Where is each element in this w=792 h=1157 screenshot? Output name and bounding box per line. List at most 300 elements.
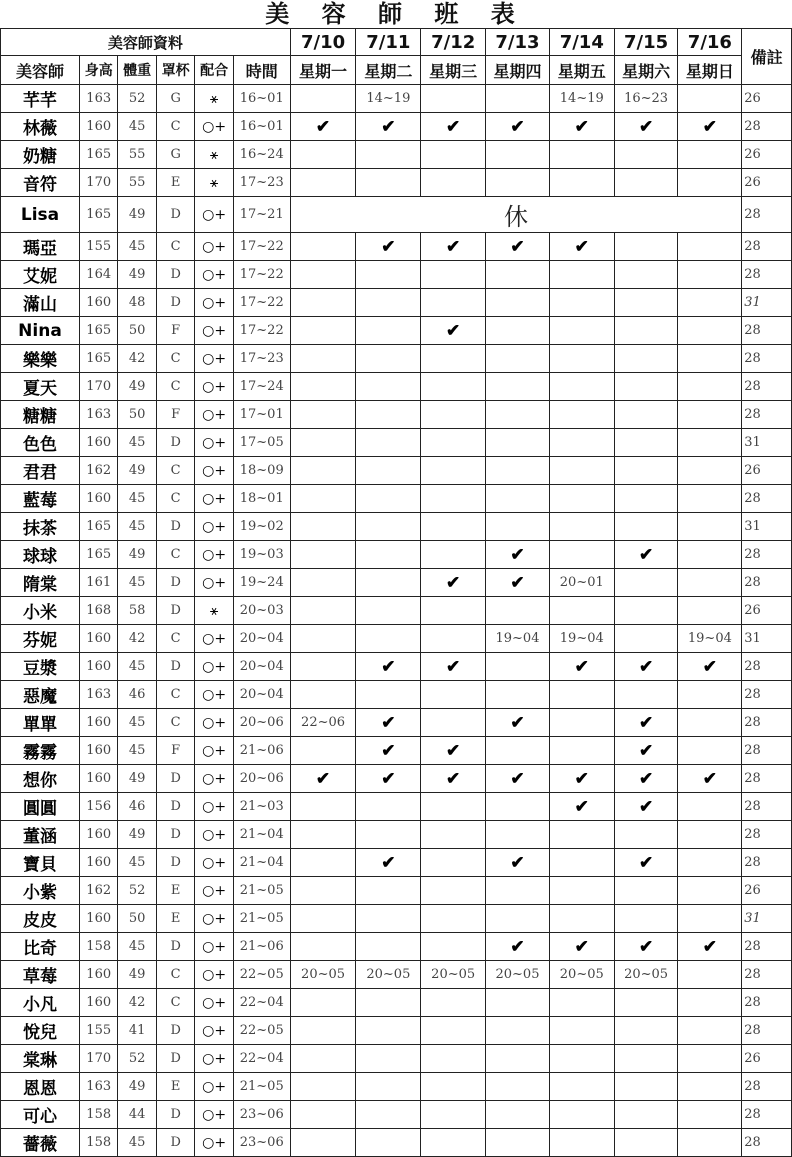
time-cell: 22~04	[233, 989, 290, 1017]
shift-cell	[290, 289, 356, 317]
height-cell: 168	[79, 597, 117, 625]
check-icon: ✔	[574, 236, 589, 257]
time-cell: 18~01	[233, 485, 290, 513]
beautician-name: 小紫	[1, 877, 80, 905]
check-icon: ✔	[638, 740, 654, 761]
cup-cell: D	[156, 289, 194, 317]
weight-cell: 45	[118, 429, 156, 457]
column-header: 身高	[79, 56, 117, 85]
shift-cell	[356, 1073, 421, 1101]
weight-cell: 49	[118, 457, 156, 485]
weight-cell: 52	[118, 85, 156, 113]
shift-check	[486, 849, 550, 877]
weekday-header: 星期六	[614, 56, 678, 85]
weight-cell: 42	[118, 989, 156, 1017]
weight-cell: 45	[118, 933, 156, 961]
table-row	[1, 485, 792, 513]
weight-cell: 42	[118, 345, 156, 373]
shift-cell	[290, 317, 356, 345]
shift-cell	[356, 905, 421, 933]
column-header: 罩杯	[156, 56, 194, 85]
table-row	[1, 709, 792, 737]
height-cell: 163	[79, 681, 117, 709]
check-icon: ✔	[638, 768, 654, 789]
time-cell: 16~24	[233, 141, 290, 169]
check-icon: ✔	[510, 544, 525, 565]
weight-cell: 42	[118, 625, 156, 653]
table-row	[1, 821, 792, 849]
time-cell: 21~03	[233, 793, 290, 821]
height-cell: 165	[79, 197, 117, 233]
check-icon: ✔	[574, 936, 589, 957]
shift-cell	[421, 821, 486, 849]
table-row	[1, 233, 792, 261]
table-row	[1, 1045, 792, 1073]
cup-cell: F	[156, 317, 194, 345]
shift-cell	[486, 513, 550, 541]
check-icon: ✔	[702, 768, 717, 789]
time-cell: 17~22	[233, 317, 290, 345]
height-cell: 160	[79, 737, 117, 765]
shift-cell	[678, 793, 742, 821]
remark-cell: 28	[742, 737, 792, 765]
weight-cell: 49	[118, 821, 156, 849]
shift-cell	[290, 625, 356, 653]
cooperation-cell: ○+	[195, 961, 233, 989]
cup-cell: D	[156, 569, 194, 597]
shift-check	[486, 709, 550, 737]
shift-cell	[486, 457, 550, 485]
shift-check	[678, 113, 742, 141]
cooperation-cell: ○+	[195, 233, 233, 261]
height-cell: 161	[79, 569, 117, 597]
shift-cell	[678, 141, 742, 169]
height-cell: 160	[79, 429, 117, 457]
table-row	[1, 989, 792, 1017]
check-icon: ✔	[510, 768, 525, 789]
beautician-name: 林薇	[1, 113, 80, 141]
height-cell: 158	[79, 933, 117, 961]
cup-cell: D	[156, 821, 194, 849]
weight-cell: 45	[118, 233, 156, 261]
beautician-name: 棠琳	[1, 1045, 80, 1073]
weight-cell: 41	[118, 1017, 156, 1045]
cooperation-cell: ○+	[195, 625, 233, 653]
cooperation-cell: ○+	[195, 429, 233, 457]
date-header: 7/15	[614, 29, 678, 56]
shift-cell	[614, 905, 678, 933]
weight-cell: 50	[118, 317, 156, 345]
shift-cell	[421, 261, 486, 289]
time-cell: 23~06	[233, 1101, 290, 1129]
table-row	[1, 429, 792, 457]
check-icon: ✔	[446, 572, 461, 593]
shift-cell	[486, 1045, 550, 1073]
beautician-name: 奶糖	[1, 141, 80, 169]
cup-cell: D	[156, 653, 194, 681]
height-cell: 160	[79, 905, 117, 933]
remark-cell: 28	[742, 401, 792, 429]
shift-cell	[290, 513, 356, 541]
weight-cell: 45	[118, 709, 156, 737]
shift-cell	[678, 849, 742, 877]
shift-cell	[356, 569, 421, 597]
weekday-header: 星期五	[549, 56, 614, 85]
weight-cell: 55	[118, 169, 156, 197]
cooperation-cell: ○+	[195, 905, 233, 933]
cup-cell: D	[156, 513, 194, 541]
shift-cell	[614, 569, 678, 597]
check-icon: ✔	[381, 740, 396, 761]
shift-check	[614, 933, 678, 961]
beautician-name: 想你	[1, 765, 80, 793]
remark-cell: 28	[742, 197, 792, 233]
cup-cell: C	[156, 485, 194, 513]
cooperation-cell: ○+	[195, 821, 233, 849]
shift-cell	[290, 429, 356, 457]
shift-cell	[549, 345, 614, 373]
column-header: 時間	[233, 56, 290, 85]
shift-cell	[486, 141, 550, 169]
shift-cell	[356, 169, 421, 197]
weight-cell: 49	[118, 961, 156, 989]
shift-check	[614, 737, 678, 765]
shift-cell	[678, 1017, 742, 1045]
shift-cell	[356, 457, 421, 485]
shift-check	[421, 317, 486, 345]
shift-check	[421, 765, 486, 793]
shift-cell	[421, 401, 486, 429]
shift-cell	[678, 169, 742, 197]
column-header: 體重	[118, 56, 156, 85]
shift-cell	[614, 401, 678, 429]
remark-cell: 28	[742, 373, 792, 401]
shift-cell	[486, 261, 550, 289]
cooperation-cell: ○+	[195, 1129, 233, 1157]
check-icon: ✔	[702, 656, 717, 677]
cooperation-cell: ⚹	[195, 597, 233, 625]
time-cell: 20~06	[233, 765, 290, 793]
shift-cell	[290, 541, 356, 569]
time-cell: 17~23	[233, 345, 290, 373]
remark-cell: 26	[742, 85, 792, 113]
shift-check	[356, 737, 421, 765]
shift-cell	[421, 141, 486, 169]
height-cell: 160	[79, 625, 117, 653]
shift-cell	[486, 737, 550, 765]
shift-cell	[290, 597, 356, 625]
shift-cell	[614, 261, 678, 289]
shift-cell	[678, 737, 742, 765]
shift-cell	[356, 1129, 421, 1157]
table-row	[1, 1101, 792, 1129]
shift-cell	[290, 373, 356, 401]
shift-cell	[421, 457, 486, 485]
cooperation-cell: ○+	[195, 541, 233, 569]
shift-cell	[356, 597, 421, 625]
time-cell: 20~04	[233, 653, 290, 681]
shift-cell	[356, 317, 421, 345]
beautician-name: 草莓	[1, 961, 80, 989]
shift-cell	[290, 141, 356, 169]
beautician-name: 薔薇	[1, 1129, 80, 1157]
time-cell: 22~04	[233, 1045, 290, 1073]
shift-cell	[486, 989, 550, 1017]
shift-cell	[421, 1073, 486, 1101]
remark-cell: 26	[742, 141, 792, 169]
shift-cell	[678, 877, 742, 905]
cooperation-cell: ○+	[195, 989, 233, 1017]
shift-cell	[486, 821, 550, 849]
table-row	[1, 317, 792, 345]
shift-cell	[614, 233, 678, 261]
shift-cell	[614, 289, 678, 317]
shift-cell	[290, 933, 356, 961]
shift-cell	[486, 85, 550, 113]
weight-cell: 49	[118, 373, 156, 401]
beautician-name: 抹茶	[1, 513, 80, 541]
remark-cell: 28	[742, 653, 792, 681]
table-row	[1, 197, 792, 233]
shift-check	[549, 233, 614, 261]
cup-cell: F	[156, 401, 194, 429]
beautician-name: 艾妮	[1, 261, 80, 289]
shift-cell	[356, 485, 421, 513]
time-cell: 17~23	[233, 169, 290, 197]
time-cell: 23~06	[233, 1129, 290, 1157]
height-cell: 165	[79, 541, 117, 569]
check-icon: ✔	[446, 116, 461, 137]
shift-check	[421, 113, 486, 141]
shift-cell	[421, 485, 486, 513]
time-cell: 17~24	[233, 373, 290, 401]
shift-cell	[356, 1017, 421, 1045]
weight-cell: 49	[118, 197, 156, 233]
shift-check	[678, 765, 742, 793]
check-icon: ✔	[638, 796, 654, 817]
check-icon: ✔	[381, 852, 396, 873]
column-header: 配合	[195, 56, 233, 85]
date-header: 7/10	[290, 29, 356, 56]
shift-check	[356, 113, 421, 141]
weight-cell: 45	[118, 1129, 156, 1157]
shift-cell	[614, 373, 678, 401]
shift-cell	[486, 317, 550, 345]
shift-cell	[421, 429, 486, 457]
height-cell: 160	[79, 821, 117, 849]
shift-cell	[549, 317, 614, 345]
check-icon: ✔	[446, 740, 461, 761]
shift-cell	[356, 345, 421, 373]
shift-cell	[486, 289, 550, 317]
shift-cell	[678, 513, 742, 541]
time-cell: 20~04	[233, 625, 290, 653]
shift-cell	[549, 989, 614, 1017]
shift-cell: 20~05	[421, 961, 486, 989]
table-row	[1, 653, 792, 681]
shift-cell	[678, 905, 742, 933]
shift-cell: 20~05	[614, 961, 678, 989]
time-cell: 21~05	[233, 1073, 290, 1101]
cup-cell: G	[156, 141, 194, 169]
shift-cell	[614, 169, 678, 197]
shift-cell	[290, 1045, 356, 1073]
remark-cell: 28	[742, 541, 792, 569]
shift-cell	[486, 597, 550, 625]
shift-cell	[678, 1129, 742, 1157]
remark-cell: 28	[742, 681, 792, 709]
shift-cell	[290, 261, 356, 289]
check-icon: ✔	[381, 236, 396, 257]
shift-cell	[678, 233, 742, 261]
shift-cell: 19~04	[549, 625, 614, 653]
shift-cell	[356, 141, 421, 169]
time-cell: 16~01	[233, 85, 290, 113]
beautician-name: 夏天	[1, 373, 80, 401]
shift-check	[614, 849, 678, 877]
shift-check	[678, 933, 742, 961]
shift-check	[486, 933, 550, 961]
remark-cell: 28	[742, 113, 792, 141]
check-icon: ✔	[381, 768, 396, 789]
remark-cell: 26	[742, 597, 792, 625]
weight-cell: 49	[118, 1073, 156, 1101]
weight-cell: 52	[118, 1045, 156, 1073]
table-row	[1, 169, 792, 197]
shift-cell	[486, 653, 550, 681]
height-cell: 160	[79, 289, 117, 317]
remark-cell: 28	[742, 345, 792, 373]
shift-cell	[678, 1073, 742, 1101]
shift-check	[486, 765, 550, 793]
beautician-name: 瑪亞	[1, 233, 80, 261]
beautician-name: 霧霧	[1, 737, 80, 765]
cup-cell: E	[156, 877, 194, 905]
cup-cell: C	[156, 233, 194, 261]
shift-cell: 22~06	[290, 709, 356, 737]
beautician-name: Nina	[1, 317, 80, 345]
height-cell: 170	[79, 1045, 117, 1073]
shift-check	[486, 569, 550, 597]
shift-cell	[678, 1101, 742, 1129]
shift-cell	[356, 989, 421, 1017]
cooperation-cell: ○+	[195, 933, 233, 961]
shift-cell	[486, 1017, 550, 1045]
weight-cell: 49	[118, 261, 156, 289]
shift-cell	[421, 1045, 486, 1073]
shift-cell	[549, 373, 614, 401]
shift-cell	[486, 169, 550, 197]
weight-cell: 58	[118, 597, 156, 625]
remark-cell: 28	[742, 1101, 792, 1129]
table-row	[1, 905, 792, 933]
cooperation-cell: ○+	[195, 345, 233, 373]
check-icon: ✔	[510, 572, 525, 593]
cooperation-cell: ○+	[195, 1101, 233, 1129]
shift-check	[549, 933, 614, 961]
cooperation-cell: ○+	[195, 113, 233, 141]
shift-cell	[421, 85, 486, 113]
shift-cell	[421, 513, 486, 541]
shift-cell	[549, 429, 614, 457]
shift-cell	[290, 345, 356, 373]
table-row	[1, 457, 792, 485]
shift-cell	[486, 793, 550, 821]
cooperation-cell: ○+	[195, 513, 233, 541]
shift-cell	[421, 541, 486, 569]
beautician-name: 芬妮	[1, 625, 80, 653]
remark-cell: 31	[742, 513, 792, 541]
beautician-name: Lisa	[1, 197, 80, 233]
shift-cell	[421, 169, 486, 197]
shift-cell	[421, 793, 486, 821]
shift-cell	[678, 569, 742, 597]
shift-cell	[549, 821, 614, 849]
remark-cell: 26	[742, 457, 792, 485]
beautician-name: 恩恩	[1, 1073, 80, 1101]
height-cell: 162	[79, 877, 117, 905]
cup-cell: D	[156, 849, 194, 877]
check-icon: ✔	[381, 116, 396, 137]
remark-cell: 31	[742, 289, 792, 317]
height-cell: 164	[79, 261, 117, 289]
shift-cell	[421, 625, 486, 653]
shift-cell	[421, 1101, 486, 1129]
check-icon: ✔	[574, 656, 589, 677]
check-icon: ✔	[381, 712, 396, 733]
shift-cell	[290, 849, 356, 877]
remark-cell: 28	[742, 1073, 792, 1101]
shift-cell	[290, 1129, 356, 1157]
check-icon: ✔	[510, 236, 525, 257]
cooperation-cell: ○+	[195, 289, 233, 317]
beautician-name: 球球	[1, 541, 80, 569]
cooperation-cell: ○+	[195, 401, 233, 429]
weight-cell: 49	[118, 541, 156, 569]
height-cell: 165	[79, 513, 117, 541]
shift-cell	[549, 849, 614, 877]
table-row	[1, 1073, 792, 1101]
cooperation-cell: ⚹	[195, 85, 233, 113]
time-cell: 19~02	[233, 513, 290, 541]
shift-cell	[614, 141, 678, 169]
shift-cell	[549, 541, 614, 569]
date-header: 7/12	[421, 29, 486, 56]
height-cell: 155	[79, 1017, 117, 1045]
shift-cell	[549, 1073, 614, 1101]
shift-cell	[356, 933, 421, 961]
shift-cell	[486, 1073, 550, 1101]
shift-cell	[614, 485, 678, 513]
table-row	[1, 569, 792, 597]
cup-cell: C	[156, 989, 194, 1017]
remark-cell: 26	[742, 877, 792, 905]
shift-cell	[290, 1101, 356, 1129]
shift-cell	[486, 1101, 550, 1129]
shift-cell	[290, 569, 356, 597]
shift-cell	[614, 1017, 678, 1045]
shift-cell	[678, 681, 742, 709]
shift-cell	[614, 1073, 678, 1101]
shift-cell	[549, 597, 614, 625]
remark-cell: 28	[742, 989, 792, 1017]
shift-cell	[356, 513, 421, 541]
cup-cell: D	[156, 1129, 194, 1157]
time-cell: 17~22	[233, 261, 290, 289]
shift-check	[614, 709, 678, 737]
cooperation-cell: ○+	[195, 373, 233, 401]
shift-check	[356, 653, 421, 681]
